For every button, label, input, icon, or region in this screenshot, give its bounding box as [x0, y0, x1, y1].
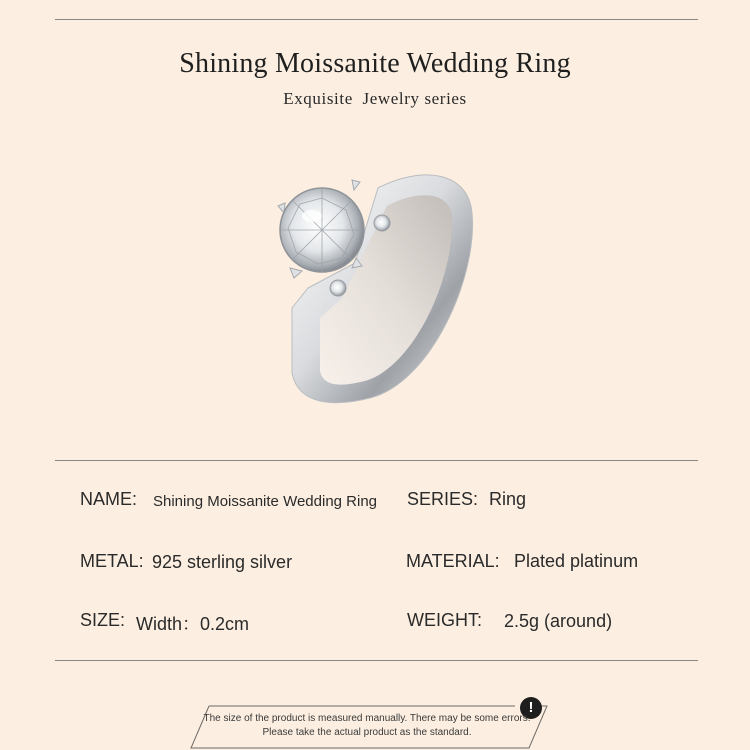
series-value: Ring — [489, 489, 527, 509]
specs-top-divider — [55, 460, 698, 461]
metal-label: METAL: — [80, 551, 144, 571]
name-value: Shining Moissanite Wedding Ring — [153, 493, 378, 510]
page-subtitle: Exquisite Jewelry series — [283, 89, 467, 108]
name-label: NAME: — [80, 489, 138, 509]
page-title: Shining Moissanite Wedding Ring — [179, 48, 571, 79]
size-value: Width：0.2cm — [136, 614, 250, 634]
material-label: MATERIAL: — [406, 551, 500, 571]
exclamation-icon: ! — [520, 697, 542, 719]
material-value: Plated platinum — [514, 551, 639, 571]
side-stone — [330, 280, 346, 296]
notice-line-2: Please take the actual product as the standard. — [262, 727, 472, 738]
metal-value: 925 sterling silver — [152, 552, 293, 572]
weight-value: 2.5g (around) — [504, 611, 613, 631]
notice-line-1: The size of the product is measured manually. There may be some errors. — [203, 713, 531, 724]
side-stone — [374, 215, 390, 231]
size-label: SIZE: — [80, 610, 126, 630]
weight-label: WEIGHT: — [407, 610, 482, 630]
top-divider — [55, 19, 698, 20]
ring-image — [250, 158, 500, 428]
series-label: SERIES: — [407, 489, 479, 509]
specs-bottom-divider — [55, 660, 698, 661]
